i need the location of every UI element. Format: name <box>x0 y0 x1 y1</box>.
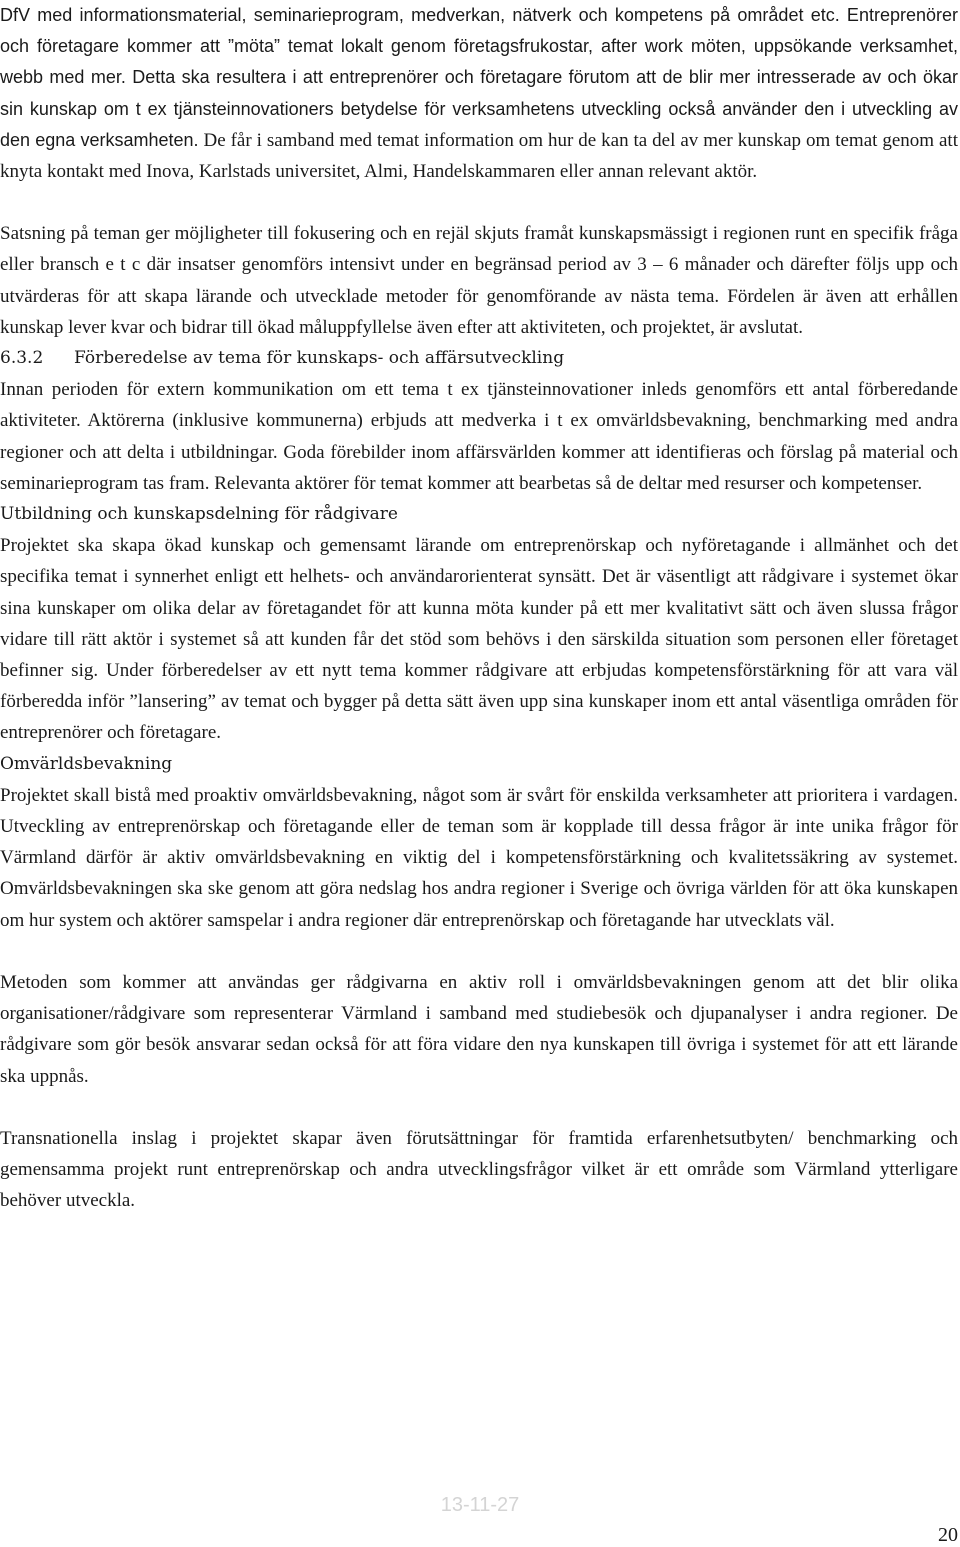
paragraph-intro <box>0 0 958 187</box>
paragraph-intro-serif: De får i samband med temat information om hur de kan ta del av mer kunskap om temat genom att knyta kontakt med Inova, Karlstads universitet, Almi, Handelskammaren eller annan relevant aktör. <box>0 129 958 183</box>
paragraph-intro-sans: DfV med informationsmaterial, seminarieprogram, medverkan, nätverk och kompetens på området etc. Entreprenörer och företagare kommer att ”möta” temat lokalt genom företagsfrukostar, after work möten, uppsökande verksamhet, webb med mer. Detta ska resultera i att entreprenörer och företagare förutom att de blir mer intresserade av och ökar sin kunskap om t ex tjänsteinnovationers betydelse för verksamhetens utveckling också använder den i utveckling av den egna verksamheten. <box>0 5 958 150</box>
subheading-utbildning: Utbildning och kunskapsdelning för rådgivare <box>0 504 398 525</box>
page-number: 20 <box>938 1524 958 1546</box>
paragraph-forberedelse: Innan perioden för extern kommunikation om ett tema t ex tjänsteinnovationer inleds genomförs ett antal förberedande aktiviteter. Aktörerna (inklusive kommunerna) erbjuds att medverka i t ex omvärldsbevakning, benchmarking med andra regioner och att delta i utbildningar. Goda förebilder inom affärsvärlden kommer att identifieras och förslag på material och seminarieprogram tas fram. Relevanta aktörer för temat kommer att bearbetas så de deltar med resurser och kompetenser. <box>0 379 958 494</box>
paragraph-satsning: Satsning på teman ger möjligheter till fokusering och en rejäl skjuts framåt kunskapsmässigt i regionen runt en specifik fråga eller bransch e t c där insatser genomförs intensivt under en begränsad period av 3 – 6 månader och därefter följs upp och utvärderas för att skapa lärande och utvecklade metoder för genomförande av nästa tema. Fördelen är även att erhållen kunskap lever kvar och bidrar till ökad måluppfyllelse även efter att aktiviteten, och projektet, är avslutat. <box>0 223 958 338</box>
subheading-omvarldsbevakning: Omvärldsbevakning <box>0 753 173 774</box>
section-heading <box>0 343 958 374</box>
paragraph-omvarldsbevakning: Projektet skall bistå med proaktiv omvärldsbevakning, något som är svårt för enskilda verksamheter att prioritera i vardagen. Utveckling av entreprenörskap och företagande eller de teman som är kopplade till dessa frågor är inte unika frågor för Värmland därför är aktiv omvärldsbevakning en viktig del i kompetensförstärkning och kvalitetssäkring av systemet. Omvärldsbevakningen ska ske genom att göra nedslag hos andra regioner i Sverige och övriga världen för att öka kunskapen om hur system och aktörer samspelar i andra regioner där entreprenörskap och företagande har utvecklats väl. <box>0 784 958 931</box>
paragraph-metoden: Metoden som kommer att användas ger rådgivarna en aktiv roll i omvärldsbevakningen genom att det blir olika organisationer/rådgivare som representerar Värmland i samband med studiebesök och djupanalyser i andra regioner. De rådgivare som gör besök ansvarar sedan också för att föra vidare den nya kunskapen till övriga i systemet för att ett lärande ska uppnås. <box>0 971 958 1087</box>
section-number: 6.3.2 <box>0 348 44 369</box>
section-title: Förberedelse av tema för kunskaps- och affärsutveckling <box>74 348 565 369</box>
paragraph-transnationella: Transnationella inslag i projektet skapar även förutsättningar för framtida erfarenhetsutbyten/ benchmarking och gemensamma projekt runt entreprenörskap och andra utvecklingsfrågor vilket är ett område som Värmland ytterligare behöver utveckla. <box>0 1127 958 1212</box>
footer-date: 13-11-27 <box>440 1494 520 1516</box>
paragraph-utbildning: Projektet ska skapa ökad kunskap och gemensamt lärande om entreprenörskap och nyföretagande i allmänhet och det specifika temat i synnerhet enligt ett helhets- och användarorienterat synsätt. Det är väsentligt att rådgivare i systemet ökar sina kunskaper om olika delar av företagandet för att kunna möta kunder på ett mer kvalitativt sätt och även slussa frågor vidare till rätt aktör i systemet så att kunden får det stöd som behövs i den särskilda situation som personen eller företaget befinner sig. Under förberedelser av ett nytt tema kommer rådgivare att erbjudas kompetensförstärkning för att vara väl förberedda inför ”lansering” av temat och bygger på detta sätt även upp sina kunskaper inom ett antal väsentliga områden för entreprenörer och företagare. <box>0 535 958 744</box>
